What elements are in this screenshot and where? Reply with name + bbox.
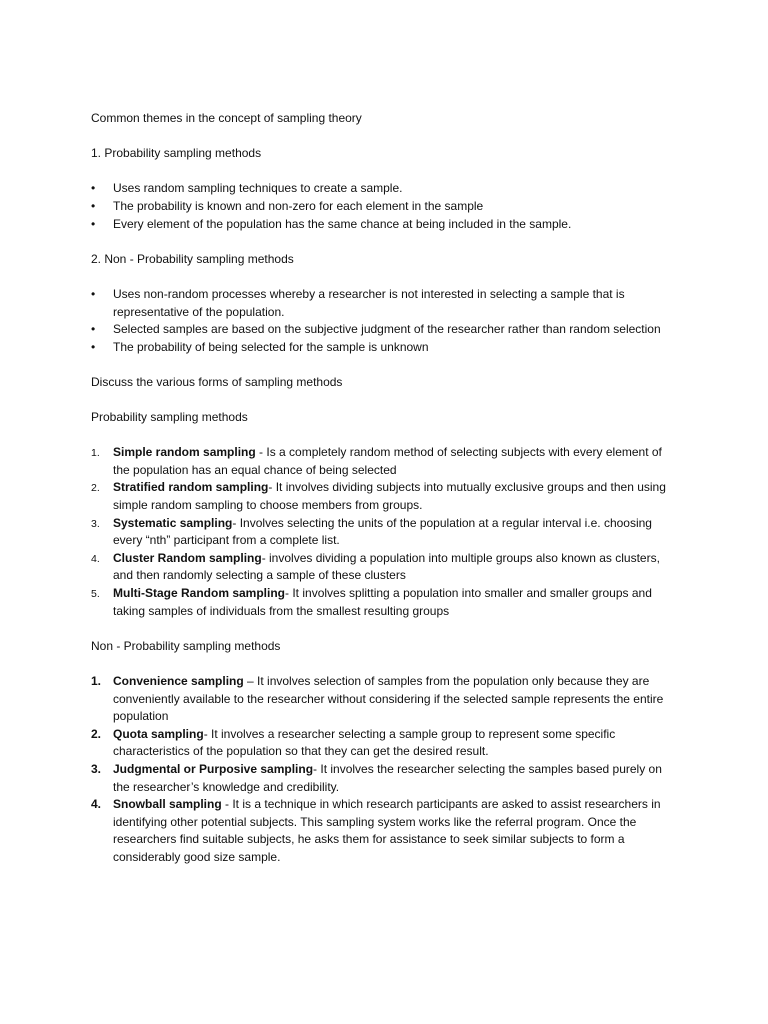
bullet-icon: • [91, 181, 96, 196]
bullet-icon: • [91, 216, 96, 231]
method-description: - It involves dividing subjects into mutually exclusive groups and then using simple random sampling to choose members from groups. [113, 480, 666, 513]
list-item-text: Uses random sampling techniques to create a sample. [113, 181, 403, 196]
section-2-bullet-list [91, 286, 681, 356]
list-number: 1. [91, 674, 102, 688]
list-item [91, 726, 681, 761]
method-description: - Is a completely random method of selecting subjects with every element of the population has an equal chance of being selected [113, 445, 662, 477]
list-item [91, 216, 681, 234]
section-1-bullet-list [91, 180, 681, 233]
list-number: 5. [91, 588, 100, 601]
method-term: Convenience sampling [113, 674, 244, 688]
list-item [91, 761, 681, 796]
probability-methods-heading: Probability sampling methods [91, 410, 248, 425]
list-item-text: Every element of the population has the same chance at being included in the sample. [113, 216, 572, 231]
document-body [91, 110, 681, 884]
non-probability-methods-list [91, 673, 681, 867]
list-item [91, 796, 681, 866]
list-item [91, 321, 681, 339]
list-item [91, 479, 681, 514]
bullet-icon: • [91, 339, 96, 354]
non-probability-methods-heading: Non - Probability sampling methods [91, 638, 281, 653]
list-item [91, 180, 681, 198]
list-item [91, 515, 681, 550]
list-number: 3. [91, 517, 100, 530]
list-item [91, 198, 681, 216]
method-term: Judgmental or Purposive sampling [113, 761, 314, 776]
method-term: Quota sampling [113, 726, 204, 741]
method-term: Simple random sampling [113, 445, 256, 460]
method-term: Systematic sampling [113, 515, 233, 530]
list-number: 2. [91, 482, 100, 495]
discuss-heading: Discuss the various forms of sampling methods [91, 374, 343, 389]
bullet-icon: • [91, 322, 96, 337]
list-item [91, 585, 681, 620]
method-description: - It is a technique in which research participants are asked to assist researchers in identifying other potential subjects. This sampling system works like the referral program. Once the researchers find suitable subjects, he asks them for assistance to seek similar subjects to form a considerably good size sample. [113, 797, 661, 864]
list-item-text: Uses non-random processes whereby a researcher is not interested in selecting a sample that is representative of the population. [113, 286, 625, 319]
method-description: - It involves the researcher selecting the samples based purely on the researcher’s knowledge and credibility. [113, 761, 662, 794]
bullet-icon: • [91, 198, 96, 213]
method-term: Stratified random sampling [113, 480, 269, 495]
list-item-text: The probability of being selected for the sample is unknown [113, 339, 429, 354]
list-item [91, 673, 681, 726]
bullet-icon: • [91, 286, 96, 301]
probability-methods-list [91, 444, 681, 620]
list-number: 3. [91, 761, 102, 776]
list-number: 1. [91, 447, 100, 460]
document-title: Common themes in the concept of sampling theory [91, 111, 362, 125]
list-number: 4. [91, 552, 100, 565]
list-number: 4. [91, 797, 102, 812]
list-item [91, 550, 681, 585]
method-description: - involves dividing a population into multiple groups also known as clusters, and then randomly selecting a sample of these clusters [113, 550, 660, 583]
method-description: - It involves a researcher selecting a sample group to represent some specific characteristics of the population so that they can get the desired result. [113, 726, 616, 759]
list-item-text: Selected samples are based on the subjective judgment of the researcher rather than random selection [113, 322, 661, 337]
method-description: – It involves selection of samples from the population only because they are conveniently available to the researcher without considering if the selected sample represents the entire population [113, 674, 664, 724]
method-description: - It involves splitting a population into smaller and smaller groups and taking samples of individuals from the smallest resulting groups [113, 586, 652, 618]
list-item-text: The probability is known and non-zero for each element in the sample [113, 198, 484, 213]
list-number: 2. [91, 726, 102, 741]
list-item [91, 286, 681, 321]
section-1-heading: 1. Probability sampling methods [91, 146, 262, 161]
method-term: Snowball sampling [113, 797, 222, 812]
method-description: - Involves selecting the units of the population at a regular interval i.e. choosing every “nth” participant from a complete list. [113, 515, 652, 548]
list-item [91, 444, 681, 479]
section-2-heading: 2. Non - Probability sampling methods [91, 251, 294, 266]
method-term: Cluster Random sampling [113, 550, 262, 565]
list-item [91, 339, 681, 357]
method-term: Multi-Stage Random sampling [113, 586, 286, 601]
